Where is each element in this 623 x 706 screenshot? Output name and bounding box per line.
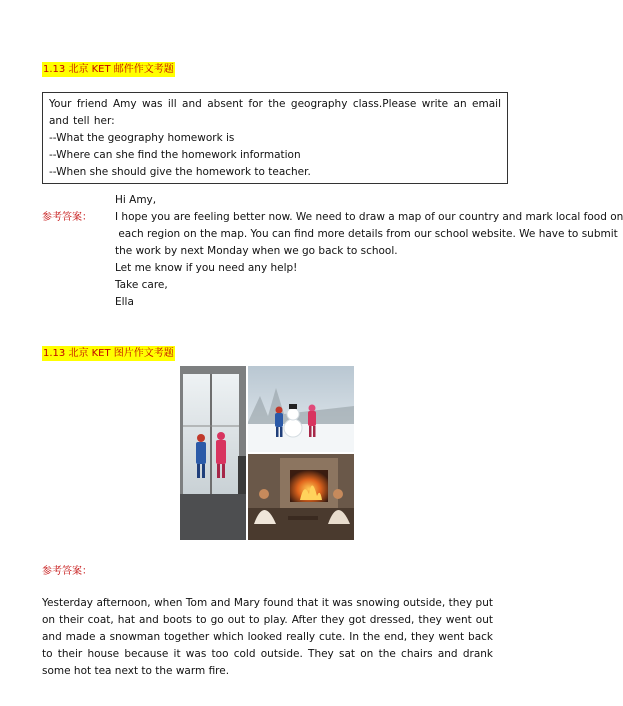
- reference-email: [115, 192, 623, 311]
- email-line: Take care,: [115, 279, 168, 291]
- email-task-box: [42, 92, 508, 184]
- email-line: Hi Amy,: [115, 194, 157, 206]
- story-picture: [180, 366, 354, 540]
- section-heading-picture-task: 1.13 北京 KET 图片作文考题: [43, 348, 174, 359]
- email-line: each region on the map. You can find more details from our school website. We have to submit: [115, 228, 618, 240]
- panel-snowman: [248, 366, 354, 452]
- task-point: --When she should give the homework to teacher.: [49, 166, 311, 178]
- email-line: I hope you are feeling better now. We need to draw a map of our country and mark local food on: [115, 211, 623, 223]
- reference-answer-label: 参考答案：: [42, 566, 92, 577]
- section-heading-email-task: 1.13 北京 KET 邮件作文考题: [43, 64, 174, 75]
- email-line: Let me know if you need any help!: [115, 262, 298, 274]
- reference-story: Yesterday afternoon, when Tom and Mary found that it was snowing outside, they put on their coat, hat and boots to go out to play. After they got dressed, they went out and made a snowman together which looked really cute. In the end, they went back to their house because it was too cold outside. They sat on the chairs and drank some hot tea next to the warm fire.: [42, 597, 493, 677]
- panel-children-window: [180, 366, 246, 540]
- email-line: the work by next Monday when we go back to school.: [115, 245, 398, 257]
- panel-fireplace: [248, 454, 354, 540]
- reference-answer-label: 参考答案：: [42, 212, 92, 223]
- task-point: --What the geography homework is: [49, 132, 235, 144]
- task-point: --Where can she find the homework information: [49, 149, 301, 161]
- email-line: Ella: [115, 296, 134, 308]
- task-prompt: Your friend Amy was ill and absent for the geography class.Please write an email and tell her:: [49, 98, 501, 127]
